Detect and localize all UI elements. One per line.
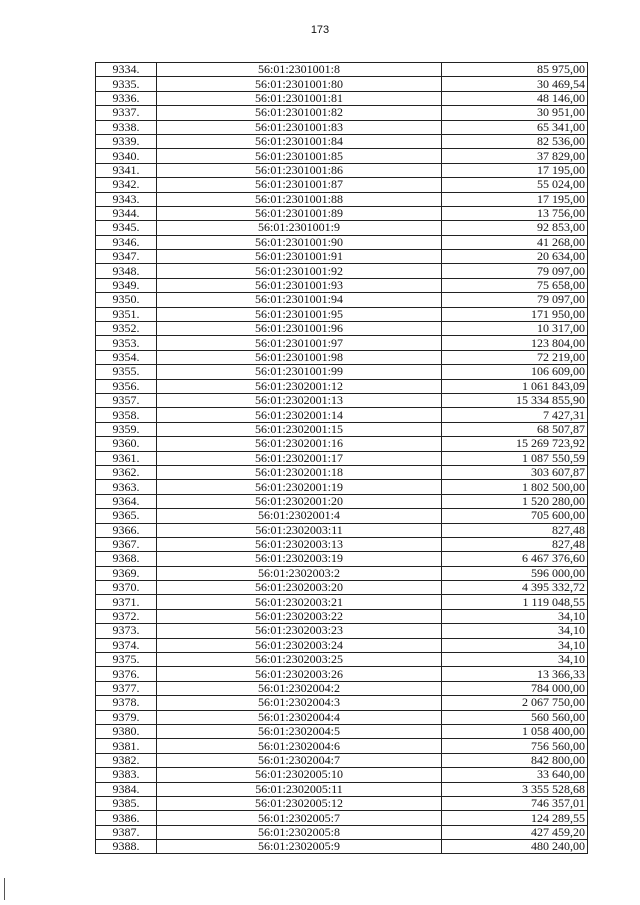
cadastral-number-cell: 56:01:2301001:86 (157, 163, 442, 177)
cadastral-value-cell: 34,10 (442, 624, 588, 638)
cadastral-value-cell: 1 087 550,59 (442, 451, 588, 465)
table-row (96, 221, 588, 235)
table-row (96, 581, 588, 595)
cadastral-number-cell: 56:01:2301001:94 (157, 293, 442, 307)
cadastral-number-cell: 56:01:2302004:7 (157, 753, 442, 767)
cadastral-value-cell: 1 058 400,00 (442, 724, 588, 738)
cadastral-number-cell: 56:01:2302005:12 (157, 796, 442, 810)
table-row (96, 250, 588, 264)
row-number-cell: 9356. (96, 379, 157, 393)
table-row (96, 408, 588, 422)
row-number-cell: 9353. (96, 336, 157, 350)
cadastral-number-cell: 56:01:2301001:84 (157, 134, 442, 148)
cadastral-number-cell: 56:01:2302001:16 (157, 437, 442, 451)
cadastral-value-cell: 124 289,55 (442, 811, 588, 825)
cadastral-number-cell: 56:01:2302001:18 (157, 465, 442, 479)
row-number-cell: 9361. (96, 451, 157, 465)
row-number-cell: 9387. (96, 825, 157, 839)
cadastral-number-cell: 56:01:2302001:14 (157, 408, 442, 422)
row-number-cell: 9386. (96, 811, 157, 825)
cadastral-value-cell: 705 600,00 (442, 509, 588, 523)
table-row (96, 278, 588, 292)
table-row (96, 667, 588, 681)
cadastral-number-cell: 56:01:2301001:92 (157, 264, 442, 278)
cadastral-value-cell: 2 067 750,00 (442, 696, 588, 710)
cadastral-number-cell: 56:01:2302001:15 (157, 422, 442, 436)
row-number-cell: 9359. (96, 422, 157, 436)
cadastral-number-cell: 56:01:2302003:13 (157, 537, 442, 551)
table-row (96, 134, 588, 148)
row-number-cell: 9336. (96, 91, 157, 105)
table-row (96, 710, 588, 724)
cadastral-number-cell: 56:01:2302001:20 (157, 494, 442, 508)
cadastral-number-cell: 56:01:2301001:95 (157, 307, 442, 321)
cadastral-value-cell: 171 950,00 (442, 307, 588, 321)
table-row (96, 178, 588, 192)
cadastral-number-cell: 56:01:2302001:17 (157, 451, 442, 465)
row-number-cell: 9388. (96, 840, 157, 854)
row-number-cell: 9340. (96, 149, 157, 163)
row-number-cell: 9348. (96, 264, 157, 278)
row-number-cell: 9349. (96, 278, 157, 292)
cadastral-number-cell: 56:01:2301001:9 (157, 221, 442, 235)
table-row (96, 624, 588, 638)
cadastral-value-cell: 106 609,00 (442, 365, 588, 379)
row-number-cell: 9362. (96, 465, 157, 479)
cadastral-number-cell: 56:01:2301001:89 (157, 206, 442, 220)
row-number-cell: 9383. (96, 768, 157, 782)
cadastral-value-cell: 79 097,00 (442, 264, 588, 278)
cadastral-value-cell: 1 802 500,00 (442, 480, 588, 494)
row-number-cell: 9351. (96, 307, 157, 321)
table-row (96, 350, 588, 364)
cadastral-value-cell: 827,48 (442, 523, 588, 537)
row-number-cell: 9363. (96, 480, 157, 494)
cadastral-number-cell: 56:01:2302005:11 (157, 782, 442, 796)
cadastral-number-cell: 56:01:2302001:19 (157, 480, 442, 494)
cadastral-value-cell: 20 634,00 (442, 250, 588, 264)
row-number-cell: 9375. (96, 653, 157, 667)
row-number-cell: 9337. (96, 106, 157, 120)
cadastral-value-cell: 65 341,00 (442, 120, 588, 134)
cadastral-value-cell: 15 334 855,90 (442, 393, 588, 407)
cadastral-value-cell: 123 804,00 (442, 336, 588, 350)
table-body (96, 63, 588, 854)
cadastral-value-cell: 1 061 843,09 (442, 379, 588, 393)
cadastral-value-cell: 596 000,00 (442, 566, 588, 580)
cadastral-number-cell: 56:01:2302003:25 (157, 653, 442, 667)
row-number-cell: 9378. (96, 696, 157, 710)
cadastral-number-cell: 56:01:2301001:93 (157, 278, 442, 292)
cadastral-value-cell: 1 119 048,55 (442, 595, 588, 609)
cadastral-value-cell: 6 467 376,60 (442, 552, 588, 566)
cadastral-number-cell: 56:01:2301001:8 (157, 63, 442, 77)
table-row (96, 293, 588, 307)
table-row (96, 149, 588, 163)
table-row (96, 537, 588, 551)
row-number-cell: 9370. (96, 581, 157, 595)
table-row (96, 566, 588, 580)
cadastral-number-cell: 56:01:2302005:7 (157, 811, 442, 825)
table-row (96, 163, 588, 177)
cadastral-value-cell: 92 853,00 (442, 221, 588, 235)
row-number-cell: 9339. (96, 134, 157, 148)
cadastral-value-cell: 30 951,00 (442, 106, 588, 120)
row-number-cell: 9343. (96, 192, 157, 206)
table-row (96, 811, 588, 825)
table-row (96, 235, 588, 249)
cadastral-value-cell: 13 366,33 (442, 667, 588, 681)
row-number-cell: 9358. (96, 408, 157, 422)
cadastral-value-cell: 55 024,00 (442, 178, 588, 192)
table-row (96, 638, 588, 652)
cadastral-value-cell: 68 507,87 (442, 422, 588, 436)
table-row (96, 840, 588, 854)
cadastral-number-cell: 56:01:2302004:2 (157, 681, 442, 695)
cadastral-number-cell: 56:01:2301001:98 (157, 350, 442, 364)
cadastral-value-cell: 10 317,00 (442, 322, 588, 336)
row-number-cell: 9355. (96, 365, 157, 379)
cadastral-value-cell: 82 536,00 (442, 134, 588, 148)
row-number-cell: 9344. (96, 206, 157, 220)
cadastral-number-cell: 56:01:2301001:87 (157, 178, 442, 192)
row-number-cell: 9380. (96, 724, 157, 738)
cadastral-number-cell: 56:01:2301001:83 (157, 120, 442, 134)
cadastral-number-cell: 56:01:2302003:22 (157, 609, 442, 623)
cadastral-value-cell: 427 459,20 (442, 825, 588, 839)
row-number-cell: 9364. (96, 494, 157, 508)
cadastral-value-cell: 41 268,00 (442, 235, 588, 249)
table-row (96, 825, 588, 839)
row-number-cell: 9377. (96, 681, 157, 695)
cadastral-value-cell: 3 355 528,68 (442, 782, 588, 796)
row-number-cell: 9374. (96, 638, 157, 652)
cadastral-value-cell: 842 800,00 (442, 753, 588, 767)
page-number: 173 (310, 24, 330, 36)
table-row (96, 437, 588, 451)
cadastral-number-cell: 56:01:2302003:21 (157, 595, 442, 609)
cadastral-number-cell: 56:01:2302003:23 (157, 624, 442, 638)
cadastral-number-cell: 56:01:2302003:19 (157, 552, 442, 566)
table-row (96, 322, 588, 336)
cadastral-number-cell: 56:01:2301001:90 (157, 235, 442, 249)
row-number-cell: 9379. (96, 710, 157, 724)
cadastral-value-cell: 7 427,31 (442, 408, 588, 422)
row-number-cell: 9352. (96, 322, 157, 336)
table-row (96, 753, 588, 767)
row-number-cell: 9369. (96, 566, 157, 580)
row-number-cell: 9376. (96, 667, 157, 681)
table-row (96, 120, 588, 134)
row-number-cell: 9360. (96, 437, 157, 451)
row-number-cell: 9342. (96, 178, 157, 192)
row-number-cell: 9341. (96, 163, 157, 177)
cadastral-value-cell: 303 607,87 (442, 465, 588, 479)
table-row (96, 206, 588, 220)
table-row (96, 63, 588, 77)
table-row (96, 480, 588, 494)
row-number-cell: 9346. (96, 235, 157, 249)
row-number-cell: 9373. (96, 624, 157, 638)
cadastral-value-cell: 15 269 723,92 (442, 437, 588, 451)
row-number-cell: 9334. (96, 63, 157, 77)
cadastral-number-cell: 56:01:2302004:4 (157, 710, 442, 724)
cadastral-number-cell: 56:01:2302001:13 (157, 393, 442, 407)
cadastral-value-cell: 30 469,54 (442, 77, 588, 91)
cadastral-value-cell: 72 219,00 (442, 350, 588, 364)
table-row (96, 796, 588, 810)
table-row (96, 724, 588, 738)
row-number-cell: 9381. (96, 739, 157, 753)
row-number-cell: 9384. (96, 782, 157, 796)
row-number-cell: 9382. (96, 753, 157, 767)
cadastral-value-cell: 827,48 (442, 537, 588, 551)
row-number-cell: 9366. (96, 523, 157, 537)
cadastral-number-cell: 56:01:2301001:81 (157, 91, 442, 105)
cadastral-value-cell: 85 975,00 (442, 63, 588, 77)
table-row (96, 91, 588, 105)
table-row (96, 451, 588, 465)
cadastral-value-cell: 48 146,00 (442, 91, 588, 105)
table-row (96, 465, 588, 479)
row-number-cell: 9367. (96, 537, 157, 551)
cadastral-number-cell: 56:01:2301001:96 (157, 322, 442, 336)
table-row (96, 681, 588, 695)
cadastral-number-cell: 56:01:2301001:97 (157, 336, 442, 350)
table-row (96, 336, 588, 350)
cadastral-number-cell: 56:01:2301001:88 (157, 192, 442, 206)
table-row (96, 192, 588, 206)
cadastral-number-cell: 56:01:2302004:3 (157, 696, 442, 710)
cadastral-value-cell: 746 357,01 (442, 796, 588, 810)
table-row (96, 595, 588, 609)
table-row (96, 739, 588, 753)
cadastral-number-cell: 56:01:2302004:6 (157, 739, 442, 753)
row-number-cell: 9338. (96, 120, 157, 134)
table-row (96, 552, 588, 566)
row-number-cell: 9385. (96, 796, 157, 810)
cadastral-number-cell: 56:01:2301001:82 (157, 106, 442, 120)
table-row (96, 307, 588, 321)
cadastral-number-cell: 56:01:2302004:5 (157, 724, 442, 738)
cadastral-number-cell: 56:01:2301001:99 (157, 365, 442, 379)
cadastral-value-cell: 34,10 (442, 609, 588, 623)
table-row (96, 494, 588, 508)
cadastral-number-cell: 56:01:2301001:91 (157, 250, 442, 264)
row-number-cell: 9368. (96, 552, 157, 566)
table-row (96, 264, 588, 278)
row-number-cell: 9357. (96, 393, 157, 407)
cadastral-value-cell: 17 195,00 (442, 192, 588, 206)
cadastral-number-cell: 56:01:2302003:11 (157, 523, 442, 537)
table-row (96, 393, 588, 407)
cadastral-value-cell: 37 829,00 (442, 149, 588, 163)
table-row (96, 523, 588, 537)
cadastral-value-cell: 784 000,00 (442, 681, 588, 695)
table-row (96, 696, 588, 710)
cadastral-value-cell: 17 195,00 (442, 163, 588, 177)
row-number-cell: 9335. (96, 77, 157, 91)
cadastral-value-cell: 13 756,00 (442, 206, 588, 220)
cadastral-number-cell: 56:01:2302005:9 (157, 840, 442, 854)
cadastral-value-cell: 79 097,00 (442, 293, 588, 307)
row-number-cell: 9345. (96, 221, 157, 235)
cadastral-value-cell: 480 240,00 (442, 840, 588, 854)
table-row (96, 768, 588, 782)
table-row (96, 609, 588, 623)
cadastral-number-cell: 56:01:2302005:10 (157, 768, 442, 782)
cadastral-number-cell: 56:01:2302001:4 (157, 509, 442, 523)
row-number-cell: 9350. (96, 293, 157, 307)
cadastral-number-cell: 56:01:2301001:80 (157, 77, 442, 91)
cadastral-number-cell: 56:01:2302003:26 (157, 667, 442, 681)
scan-margin-mark (4, 878, 5, 900)
cadastral-value-cell: 756 560,00 (442, 739, 588, 753)
row-number-cell: 9365. (96, 509, 157, 523)
cadastral-number-cell: 56:01:2302005:8 (157, 825, 442, 839)
cadastral-number-cell: 56:01:2302001:12 (157, 379, 442, 393)
row-number-cell: 9347. (96, 250, 157, 264)
table-row (96, 106, 588, 120)
row-number-cell: 9371. (96, 595, 157, 609)
cadastral-number-cell: 56:01:2301001:85 (157, 149, 442, 163)
cadastral-value-cell: 34,10 (442, 638, 588, 652)
cadastral-value-cell: 33 640,00 (442, 768, 588, 782)
row-number-cell: 9354. (96, 350, 157, 364)
table-row (96, 77, 588, 91)
cadastral-value-cell: 4 395 332,72 (442, 581, 588, 595)
cadastral-value-cell: 34,10 (442, 653, 588, 667)
cadastral-value-cell: 75 658,00 (442, 278, 588, 292)
table-row (96, 379, 588, 393)
cadastral-value-cell: 1 520 280,00 (442, 494, 588, 508)
cadastral-value-cell: 560 560,00 (442, 710, 588, 724)
cadastral-number-cell: 56:01:2302003:2 (157, 566, 442, 580)
table-row (96, 653, 588, 667)
table-row (96, 422, 588, 436)
cadastral-number-cell: 56:01:2302003:20 (157, 581, 442, 595)
cadastral-value-table (95, 62, 588, 854)
table-row (96, 365, 588, 379)
row-number-cell: 9372. (96, 609, 157, 623)
cadastral-number-cell: 56:01:2302003:24 (157, 638, 442, 652)
table-row (96, 509, 588, 523)
table-row (96, 782, 588, 796)
